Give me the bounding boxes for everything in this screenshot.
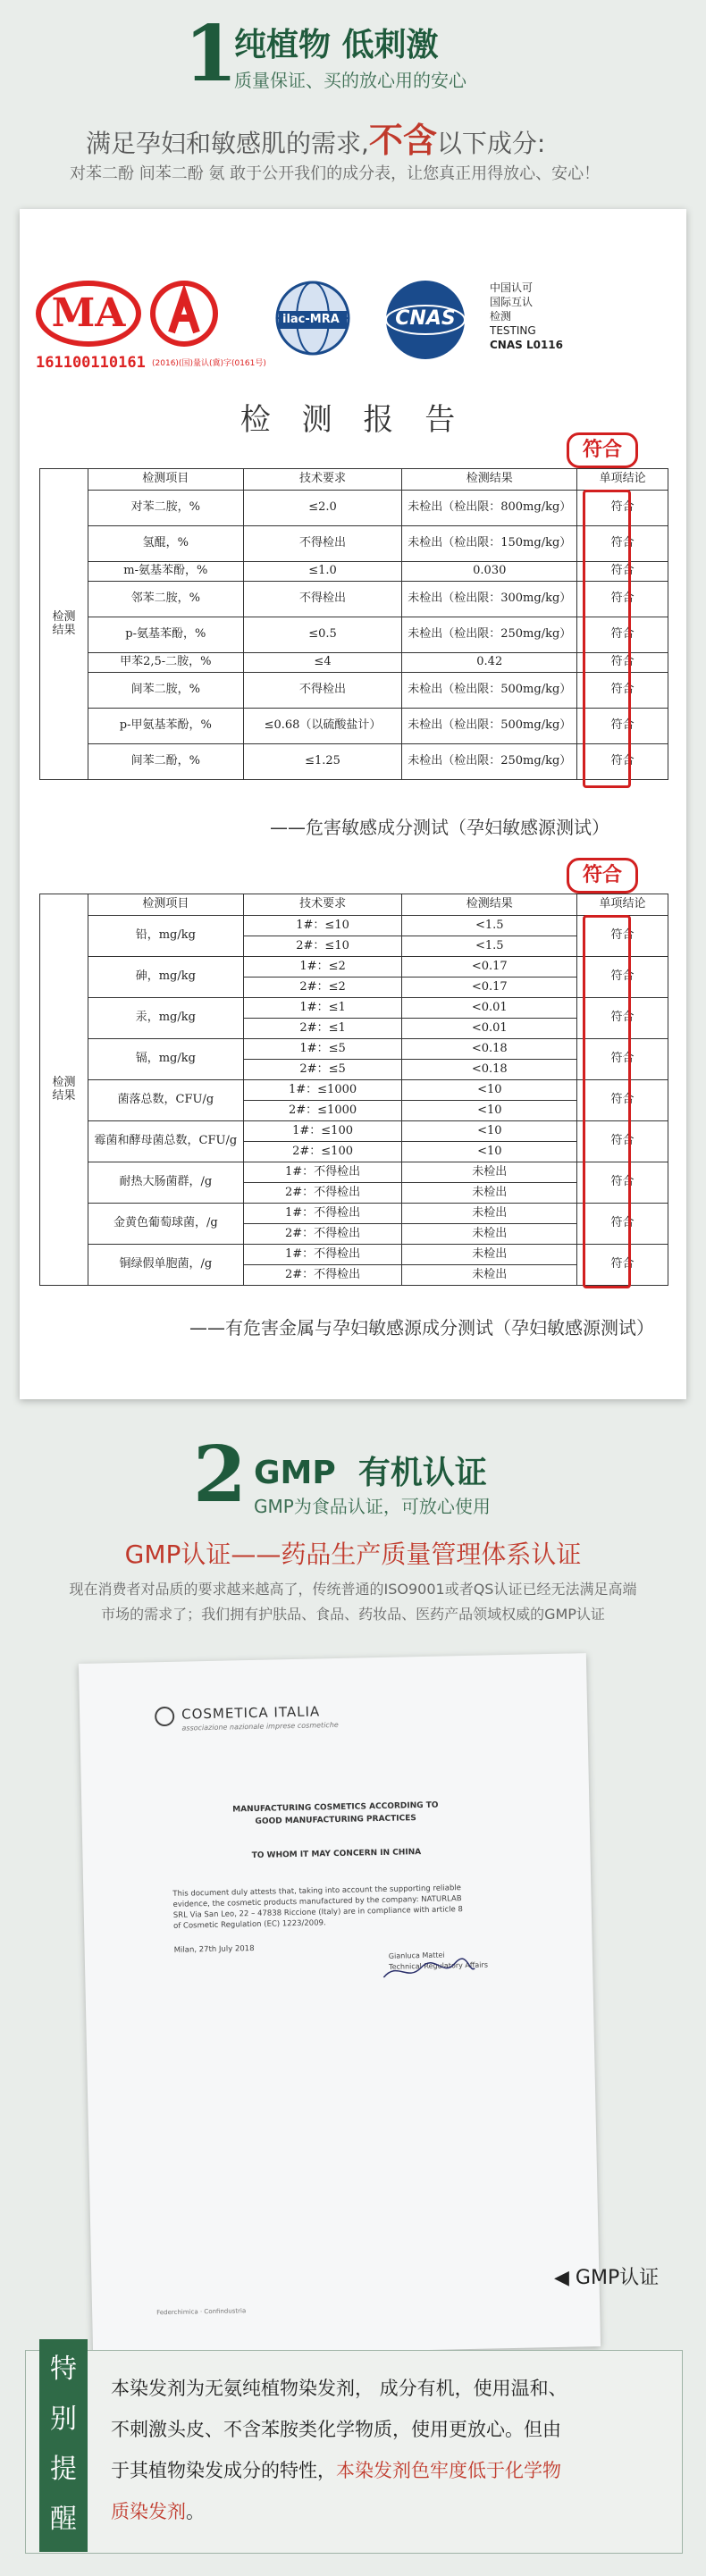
req-cell: 1#：≤100 (243, 1121, 402, 1142)
req-cell: ≤0.68（以硫酸盐计） (243, 709, 402, 744)
con-cell: 符合 (577, 582, 668, 617)
res-cell: 未检出（检出限：250mg/kg） (402, 617, 577, 653)
res-cell: <0.18 (402, 1060, 577, 1080)
item-cell: 砷，mg/kg (88, 957, 243, 998)
table-row (40, 916, 668, 936)
req-cell: 2#：≤10 (243, 936, 402, 957)
cert-body-line: evidence, the cosmetic products manufactured by the company: NATURLAB (172, 1894, 462, 1909)
con-cell: 符合 (577, 1039, 668, 1080)
res-cell: <0.01 (402, 1019, 577, 1039)
cal-logo (150, 281, 218, 347)
res-cell: 未检出 (402, 1224, 577, 1245)
section1-number: 1 (184, 9, 238, 99)
res-cell: <10 (402, 1080, 577, 1101)
item-cell: 铜绿假单胞菌，/g (88, 1245, 243, 1286)
req-cell: 1#：不得检出 (243, 1162, 402, 1183)
item-cell: p-氨基苯酚，% (88, 617, 243, 653)
header-cell: 技术要求 (243, 894, 402, 916)
cert-brand-sub: associazione nazionale imprese cosmetiche (181, 1720, 339, 1733)
table-row (40, 998, 668, 1019)
item-cell: 菌落总数，CFU/g (88, 1080, 243, 1121)
cert-signer: Gianluca Mattei (388, 1951, 445, 1960)
item-cell: 镉，mg/kg (88, 1039, 243, 1080)
lead-prefix: 满足孕妇和敏感肌的需求, (86, 129, 369, 158)
res-cell: 未检出（检出限：250mg/kg） (402, 744, 577, 780)
item-cell: 汞，mg/kg (88, 998, 243, 1039)
notice-label-char: 别 (50, 2404, 77, 2435)
ma-code: 161100110161 (36, 354, 146, 372)
req-cell: 2#：≤100 (243, 1142, 402, 1162)
res-cell: 0.42 (402, 653, 577, 673)
ma-logo: MA (36, 281, 141, 347)
cert-place-date: Milan, 27th July 2018 (173, 1943, 255, 1955)
cert-signer-title: Technical Regulatory Affairs (389, 1960, 489, 1971)
con-cell: 符合 (577, 653, 668, 673)
res-cell: 未检出（检出限：300mg/kg） (402, 582, 577, 617)
table-row (40, 957, 668, 978)
section2-subtitle: GMP为食品认证，可放心使用 (254, 1496, 491, 1517)
res-cell: 0.030 (402, 562, 577, 582)
res-cell: <0.18 (402, 1039, 577, 1060)
cert-body-line: This document duly attests that, taking into account the supporting reliable (172, 1884, 462, 1899)
section2-number: 2 (193, 1430, 247, 1520)
con-cell: 符合 (577, 744, 668, 780)
table-row (40, 1162, 668, 1183)
header-cell: 检测项目 (88, 469, 243, 491)
table-row (40, 491, 668, 526)
report-table-1 (39, 468, 668, 780)
cert-line: 中国认可 (490, 281, 534, 294)
header-cell: 检测项目 (88, 894, 243, 916)
res-cell: <10 (402, 1121, 577, 1142)
cert-line: 国际互认 (490, 296, 534, 308)
req-cell: 不得检出 (243, 673, 402, 709)
res-cell: 未检出（检出限：150mg/kg） (402, 526, 577, 562)
res-cell: <0.17 (402, 957, 577, 978)
table-row (40, 1039, 668, 1060)
res-cell: <0.17 (402, 978, 577, 998)
notice-line-part: 。 (186, 2501, 205, 2522)
header-cell: 技术要求 (243, 469, 402, 491)
req-cell: 2#：不得检出 (243, 1224, 402, 1245)
req-cell: ≤4 (243, 653, 402, 673)
req-cell: 不得检出 (243, 526, 402, 562)
con-cell: 符合 (577, 1204, 668, 1245)
ma-note: (2016)(国)量认(冀)字(0161号) (152, 359, 266, 368)
item-cell: 金黄色葡萄球菌，/g (88, 1204, 243, 1245)
notice-text (111, 2368, 567, 2532)
conforms-highlight-box-2 (583, 915, 631, 1288)
table-row (40, 617, 668, 653)
item-cell: 氢醌，% (88, 526, 243, 562)
notice-label-char: 提 (50, 2454, 77, 2485)
section2-heading: GMP认证——药品生产质量管理体系认证 (124, 1540, 582, 1569)
con-cell: 符合 (577, 1162, 668, 1204)
section1-title: 纯植物 低刺激 (234, 27, 439, 63)
cert-line: 检测 (490, 310, 512, 323)
res-cell: 未检出 (402, 1162, 577, 1183)
item-cell: p-甲氨基苯酚，% (88, 709, 243, 744)
con-cell: 符合 (577, 526, 668, 562)
table-row (40, 709, 668, 744)
cert-lines (490, 281, 563, 352)
item-cell: m-氨基苯酚，% (88, 562, 243, 582)
table-row (40, 562, 668, 582)
report-table-2 (39, 894, 668, 1286)
res-cell: <1.5 (402, 916, 577, 936)
req-cell: 2#：不得检出 (243, 1183, 402, 1204)
section1-desc: 对苯二酚 间苯二酚 氨 敢于公开我们的成分表，让您真正用得放心、安心！ (70, 164, 601, 183)
cert-to-whom: TO WHOM IT MAY CONCERN IN CHINA (251, 1848, 422, 1861)
notice-line: 不刺激头皮、不含苯胺类化学物质，使用更放心。但由 (111, 2419, 561, 2440)
header-cell: 单项结论 (577, 894, 668, 916)
notice-warning: 质染发剂 (111, 2501, 186, 2522)
cnas-text: CNAS (395, 307, 456, 330)
header-cell: 检测结果 (402, 894, 577, 916)
con-cell: 符合 (577, 916, 668, 957)
item-cell: 甲苯2,5-二胺，% (88, 653, 243, 673)
side-label: 检测结果 (40, 469, 88, 780)
section1-lead (86, 113, 545, 162)
cert-body-line: of Cosmetic Regulation (EC) 1223/2009. (173, 1918, 326, 1931)
req-cell: ≤0.5 (243, 617, 402, 653)
table-row (40, 1204, 668, 1224)
req-cell: ≤2.0 (243, 491, 402, 526)
table-row (40, 526, 668, 562)
notice-warning: 本染发剂色牢度低于化学物 (336, 2460, 561, 2481)
con-cell: 符合 (577, 617, 668, 653)
conforms-highlight-box-1 (583, 490, 631, 788)
con-cell: 符合 (577, 957, 668, 998)
req-cell: 2#：≤1000 (243, 1101, 402, 1121)
item-cell: 耐热大肠菌群，/g (88, 1162, 243, 1204)
notice-label (39, 2339, 88, 2552)
req-cell: 1#：不得检出 (243, 1245, 402, 1265)
req-cell: ≤1.0 (243, 562, 402, 582)
section2-desc-1: 现在消费者对品质的要求越来越高了，传统普通的ISO9001或者QS认证已经无法满足高端 (69, 1581, 637, 1598)
lead-suffix: 以下成分: (436, 129, 546, 158)
res-cell: 未检出 (402, 1183, 577, 1204)
section1-subtitle: 质量保证、买的放心用的安心 (234, 70, 466, 91)
item-cell: 铅，mg/kg (88, 916, 243, 957)
table-row (40, 1121, 668, 1142)
item-cell: 间苯二酚，% (88, 744, 243, 780)
req-cell: 1#：≤10 (243, 916, 402, 936)
signature-icon (380, 1956, 479, 1984)
table-row (40, 653, 668, 673)
notice-line: 本染发剂为无氨纯植物染发剂， 成分有机，使用温和、 (111, 2378, 567, 2399)
con-cell: 符合 (577, 1245, 668, 1286)
notice-line-part: 于其植物染发成分的特性， (111, 2460, 336, 2481)
con-cell: 符合 (577, 1121, 668, 1162)
report-heading: 检 测 报 告 (240, 402, 466, 438)
res-cell: 未检出 (402, 1245, 577, 1265)
req-cell: 1#：≤1 (243, 998, 402, 1019)
item-cell: 对苯二胺，% (88, 491, 243, 526)
cert-title-2: GOOD MANUFACTURING PRACTICES (255, 1814, 416, 1826)
res-cell: 未检出 (402, 1204, 577, 1224)
table-header-row (40, 469, 668, 491)
cert-title-1: MANUFACTURING COSMETICS ACCORDING TO (232, 1800, 439, 1815)
req-cell: 1#：≤5 (243, 1039, 402, 1060)
lead-emphasis: 不含 (368, 121, 437, 160)
cert-footer: Federchimica · Confindustria (156, 2307, 247, 2317)
test-report-document (20, 209, 686, 1399)
res-cell: <1.5 (402, 936, 577, 957)
req-cell: 1#：不得检出 (243, 1204, 402, 1224)
res-cell: <10 (402, 1101, 577, 1121)
res-cell: 未检出（检出限：800mg/kg） (402, 491, 577, 526)
req-cell: ≤1.25 (243, 744, 402, 780)
req-cell: 1#：≤1000 (243, 1080, 402, 1101)
table-row (40, 673, 668, 709)
cert-body-line: SRL Via San Leo, 22 – 47838 Riccione (Italy) are in compliance with article 8 (172, 1905, 464, 1920)
res-cell: 未检出（检出限：500mg/kg） (402, 673, 577, 709)
con-cell: 符合 (577, 1080, 668, 1121)
res-cell: <10 (402, 1142, 577, 1162)
notice-label-char: 醒 (50, 2504, 77, 2535)
table-row (40, 582, 668, 617)
con-cell: 符合 (577, 709, 668, 744)
table-row (40, 1080, 668, 1101)
con-cell: 符合 (577, 562, 668, 582)
req-cell: 2#：≤5 (243, 1060, 402, 1080)
req-cell: 2#：≤1 (243, 1019, 402, 1039)
header-cell: 检测结果 (402, 469, 577, 491)
gmp-certificate-document (79, 1653, 601, 2357)
table-header-row (40, 894, 668, 916)
conforms-tag-2: 符合 (567, 858, 638, 894)
con-cell: 符合 (577, 998, 668, 1039)
cosmetica-logo-icon (155, 1707, 174, 1726)
req-cell: 1#：≤2 (243, 957, 402, 978)
cert-brand: COSMETICA ITALIA (181, 1703, 321, 1723)
ilac-logo (268, 281, 357, 361)
item-cell: 间苯二胺，% (88, 673, 243, 709)
con-cell: 符合 (577, 491, 668, 526)
item-cell: 邻苯二胺，% (88, 582, 243, 617)
item-cell: 霉菌和酵母菌总数，CFU/g (88, 1121, 243, 1162)
gmp-caption: ◀ GMP认证 (554, 2267, 660, 2289)
notice-label-char: 特 (50, 2354, 77, 2385)
res-cell: 未检出（检出限：500mg/kg） (402, 709, 577, 744)
ilac-text: ilac-MRA (282, 313, 340, 326)
cert-line: TESTING (490, 324, 536, 337)
cert-body (172, 1883, 463, 1932)
res-cell: 未检出 (402, 1265, 577, 1286)
cert-line: CNAS L0116 (490, 339, 564, 351)
req-cell: 不得检出 (243, 582, 402, 617)
cnas-logo (377, 279, 474, 365)
section2-desc-2: 市场的需求了；我们拥有护肤品、食品、药妆品、医药产品领域权威的GMP认证 (101, 1606, 605, 1623)
section2-title: GMP 有机认证 (254, 1455, 487, 1491)
conforms-tag-1: 符合 (567, 432, 638, 468)
header-cell: 单项结论 (577, 469, 668, 491)
con-cell: 符合 (577, 673, 668, 709)
notice-line (111, 2450, 567, 2491)
report-caption-1: ——危害敏感成分测试（孕妇敏感源测试） (270, 817, 609, 838)
req-cell: 2#：≤2 (243, 978, 402, 998)
table-row (40, 744, 668, 780)
notice-line (111, 2491, 567, 2532)
report-caption-2: ——有危害金属与孕妇敏感源成分测试（孕妇敏感源测试） (189, 1317, 654, 1338)
cal-logo-mark (155, 286, 213, 341)
req-cell: 2#：不得检出 (243, 1265, 402, 1286)
res-cell: <0.01 (402, 998, 577, 1019)
table-row (40, 1245, 668, 1265)
side-label: 检测结果 (40, 894, 88, 1286)
